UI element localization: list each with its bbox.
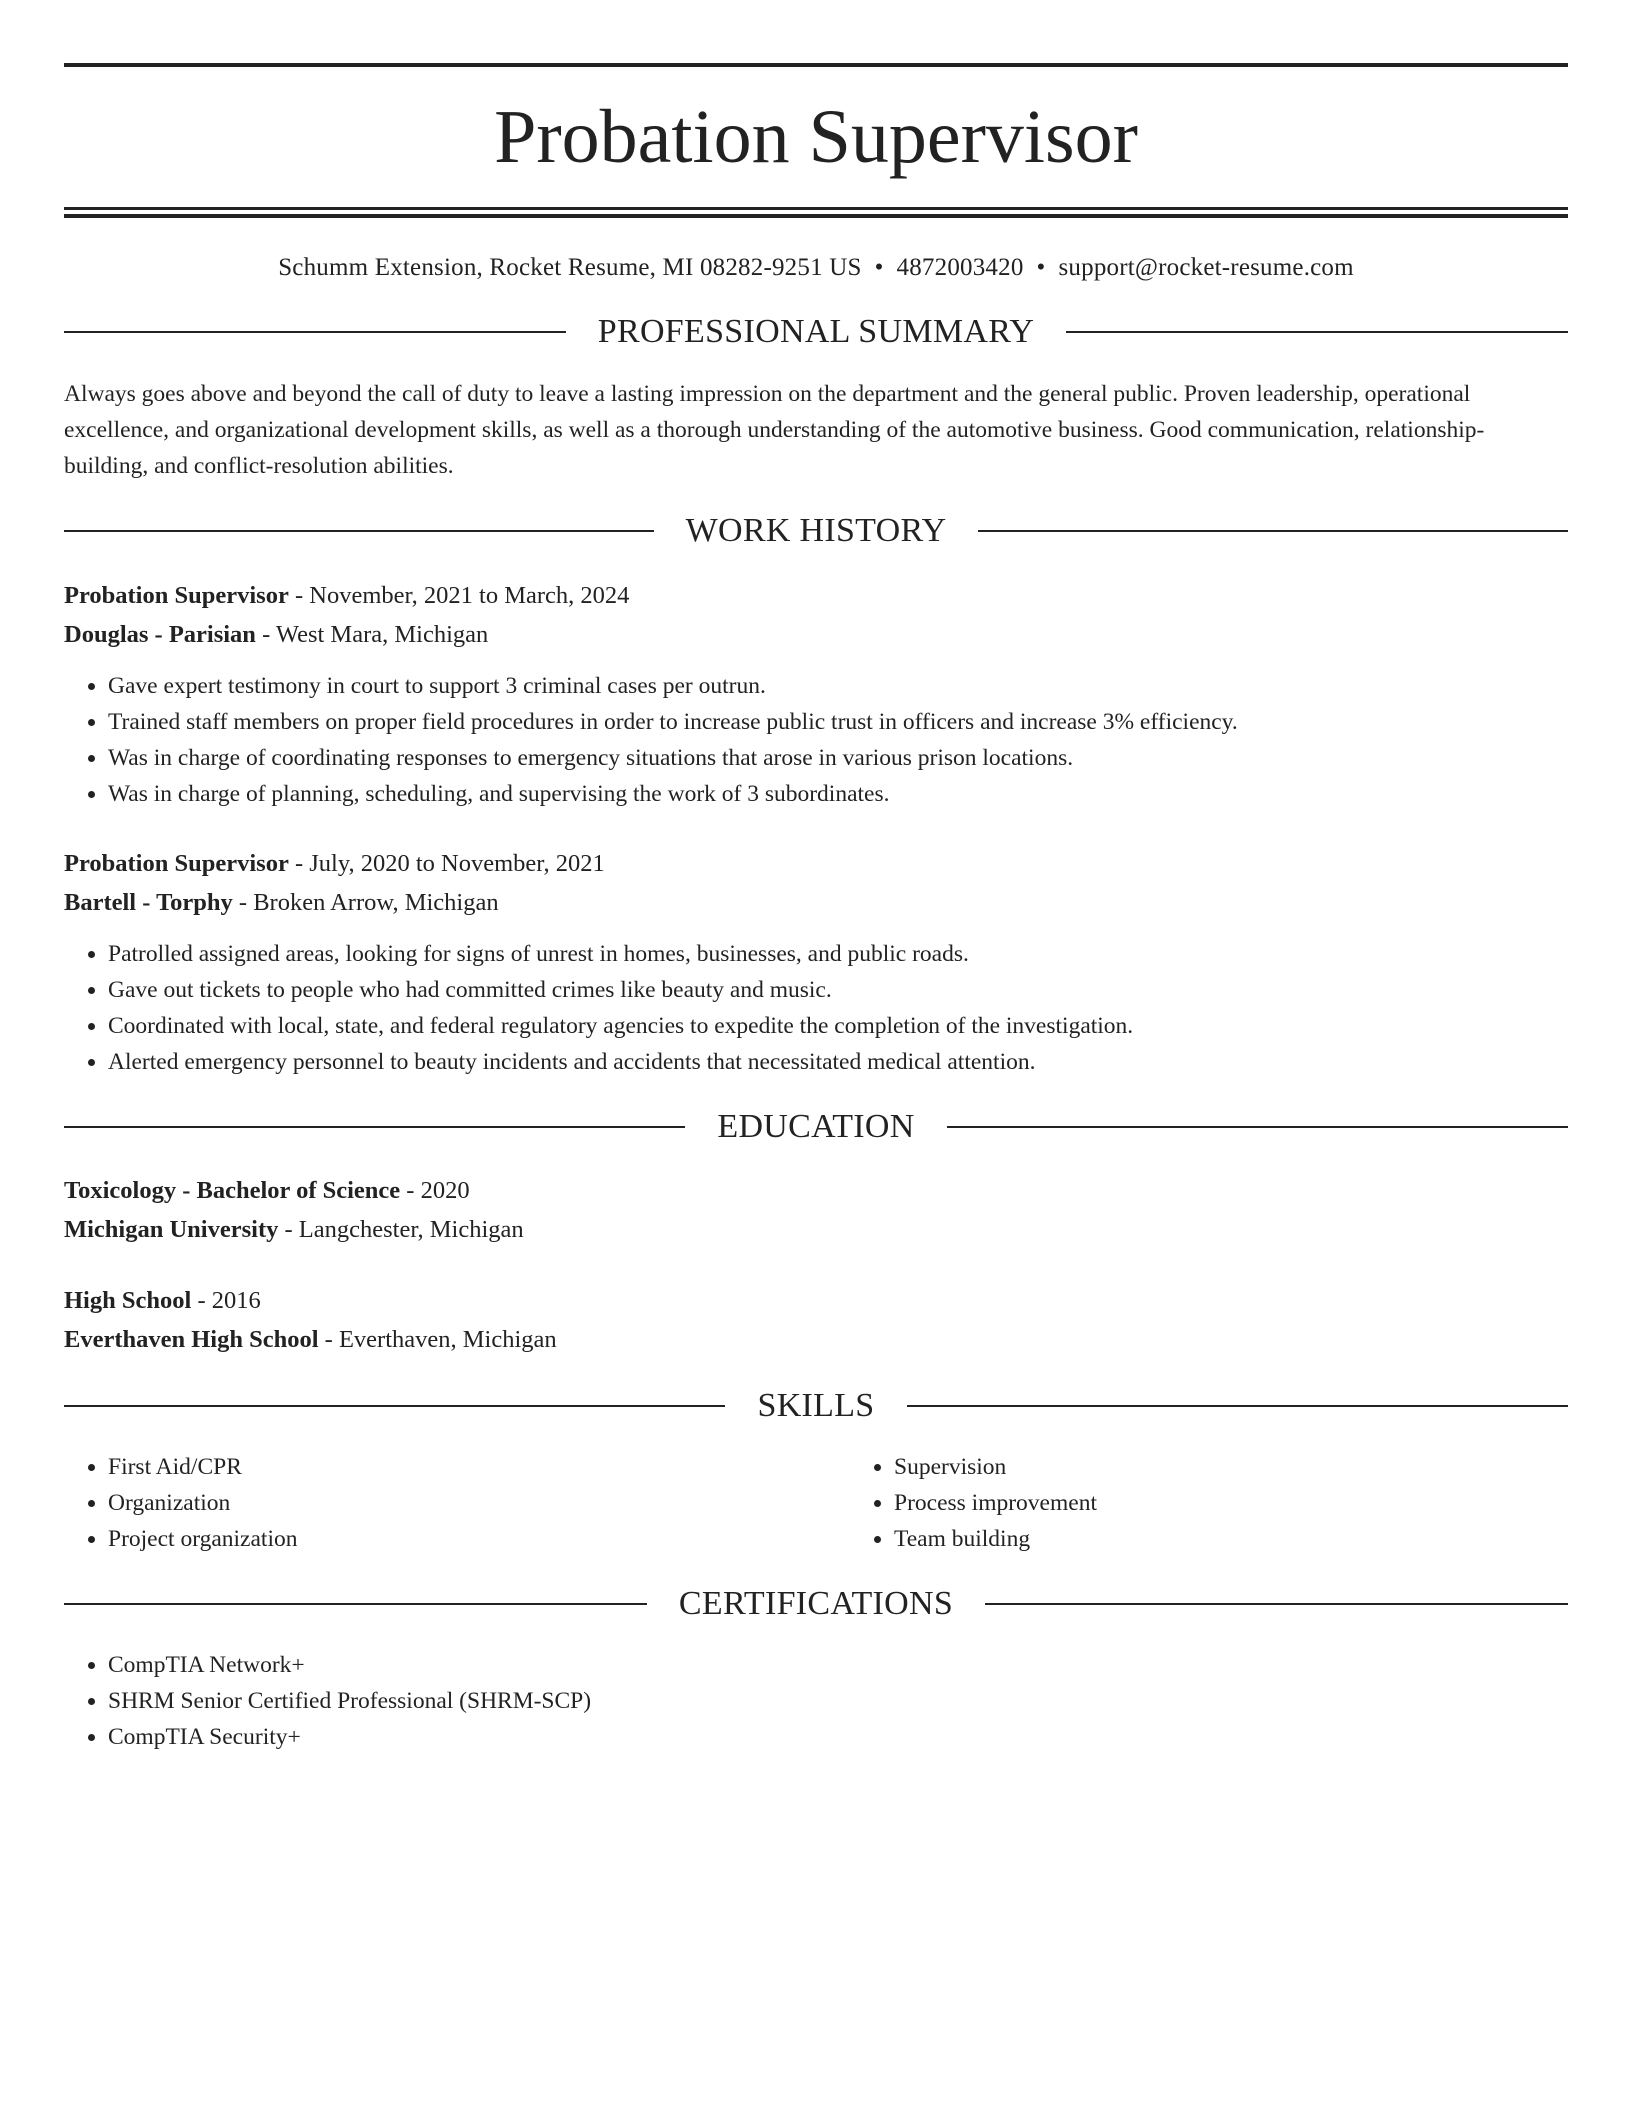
education-location: - Langchester, Michigan	[278, 1216, 524, 1243]
skills-list-left	[64, 1449, 850, 1557]
education-school: Michigan University	[64, 1216, 279, 1243]
list-item: • Alerted emergency personnel to beauty incidents and accidents that necessitated medical attention.	[108, 1044, 1568, 1080]
job-title: Probation Supervisor	[64, 582, 289, 609]
education-school: Everthaven High School	[64, 1326, 319, 1353]
list-item: • Was in charge of planning, scheduling, and supervising the work of 3 subordinates.	[108, 776, 1568, 812]
list-item: • Coordinated with local, state, and federal regulatory agencies to expedite the completion of the investigation.	[108, 1008, 1568, 1044]
job-dates: - November, 2021 to March, 2024	[288, 582, 630, 609]
education-heading-label: EDUCATION	[717, 1108, 915, 1145]
work-heading	[64, 514, 1568, 548]
heading-rule-right	[907, 1405, 1568, 1407]
list-item: • Gave expert testimony in court to support 3 criminal cases per outrun.	[108, 668, 1568, 704]
job-location: - Broken Arrow, Michigan	[232, 889, 499, 916]
heading-rule-left	[64, 530, 654, 532]
heading-rule-right	[1066, 331, 1568, 333]
work-heading-label: WORK HISTORY	[685, 512, 947, 549]
summary-heading-label: PROFESSIONAL SUMMARY	[597, 313, 1035, 350]
job-title-line	[64, 576, 1568, 615]
contact-email: support@rocket-resume.com	[1058, 254, 1354, 281]
heading-rule-right	[978, 530, 1568, 532]
page-title: Probation Supervisor	[494, 95, 1138, 179]
list-item: • First Aid/CPR	[108, 1449, 850, 1485]
job-bullets	[64, 668, 1568, 812]
job-company-line	[64, 883, 1568, 922]
heading-rule-right	[947, 1126, 1568, 1128]
education-school-line	[64, 1320, 1568, 1359]
list-item: • Organization	[108, 1485, 850, 1521]
education-degree: High School	[64, 1287, 192, 1314]
job-company-line	[64, 615, 1568, 654]
heading-rule-right	[985, 1603, 1568, 1605]
job-title-line	[64, 844, 1568, 883]
education-entry	[64, 1171, 1568, 1249]
education-degree-line	[64, 1281, 1568, 1320]
list-item: • Patrolled assigned areas, looking for signs of unrest in homes, businesses, and public roads.	[108, 936, 1568, 972]
list-item: • SHRM Senior Certified Professional (SHRM-SCP)	[108, 1683, 1568, 1719]
list-item: • Was in charge of coordinating responses to emergency situations that arose in various prison locations.	[108, 740, 1568, 776]
education-year: - 2020	[400, 1177, 470, 1204]
job-company: Bartell - Torphy	[64, 889, 233, 916]
heading-rule-left	[64, 1405, 725, 1407]
education-school-line	[64, 1210, 1568, 1249]
heading-rule-left	[64, 331, 566, 333]
education-entry	[64, 1281, 1568, 1359]
header-double-rule	[64, 207, 1568, 218]
list-item: • Gave out tickets to people who had committed crimes like beauty and music.	[108, 972, 1568, 1008]
job-entry	[64, 844, 1568, 1080]
education-degree: Toxicology - Bachelor of Science	[64, 1177, 401, 1204]
job-bullets	[64, 936, 1568, 1080]
contact-address: Schumm Extension, Rocket Resume, MI 08282-9251 US	[278, 254, 862, 281]
job-location: - West Mara, Michigan	[255, 621, 489, 648]
job-dates: - July, 2020 to November, 2021	[288, 850, 605, 877]
education-heading	[64, 1110, 1568, 1144]
skills-heading	[64, 1389, 1568, 1423]
skills-grid	[64, 1449, 1568, 1557]
job-title: Probation Supervisor	[64, 850, 289, 877]
contact-phone: 4872003420	[896, 254, 1024, 281]
certifications-list	[64, 1647, 1568, 1755]
education-degree-line	[64, 1171, 1568, 1210]
job-entry	[64, 576, 1568, 812]
skills-heading-label: SKILLS	[757, 1387, 875, 1424]
skills-list-right	[850, 1449, 1632, 1557]
contact-separator: •	[1036, 254, 1046, 281]
education-location: - Everthaven, Michigan	[318, 1326, 557, 1353]
list-item: • Supervision	[894, 1449, 1632, 1485]
list-item: • CompTIA Security+	[108, 1719, 1568, 1755]
list-item: • Process improvement	[894, 1485, 1632, 1521]
summary-heading	[64, 315, 1568, 349]
job-company: Douglas - Parisian	[64, 621, 256, 648]
list-item: • Project organization	[108, 1521, 850, 1557]
heading-rule-left	[64, 1126, 685, 1128]
contact-separator: •	[874, 254, 884, 281]
list-item: • CompTIA Network+	[108, 1647, 1568, 1683]
certifications-heading-label: CERTIFICATIONS	[678, 1585, 954, 1622]
list-item: • Trained staff members on proper field procedures in order to increase public trust in officers and increase 3% efficiency.	[108, 704, 1568, 740]
contact-line	[64, 218, 1568, 280]
certifications-heading	[64, 1587, 1568, 1621]
list-item: • Team building	[894, 1521, 1632, 1557]
education-year: - 2016	[191, 1287, 261, 1314]
summary-text: Always goes above and beyond the call of duty to leave a lasting impression on the department and the general public. Proven leadership, operational excellence, and organizational development skills, as well as a thorough understanding of the automotive business. Good communication, relationship-building, and conflict-resolution abilities.	[64, 381, 1485, 479]
heading-rule-left	[64, 1603, 647, 1605]
